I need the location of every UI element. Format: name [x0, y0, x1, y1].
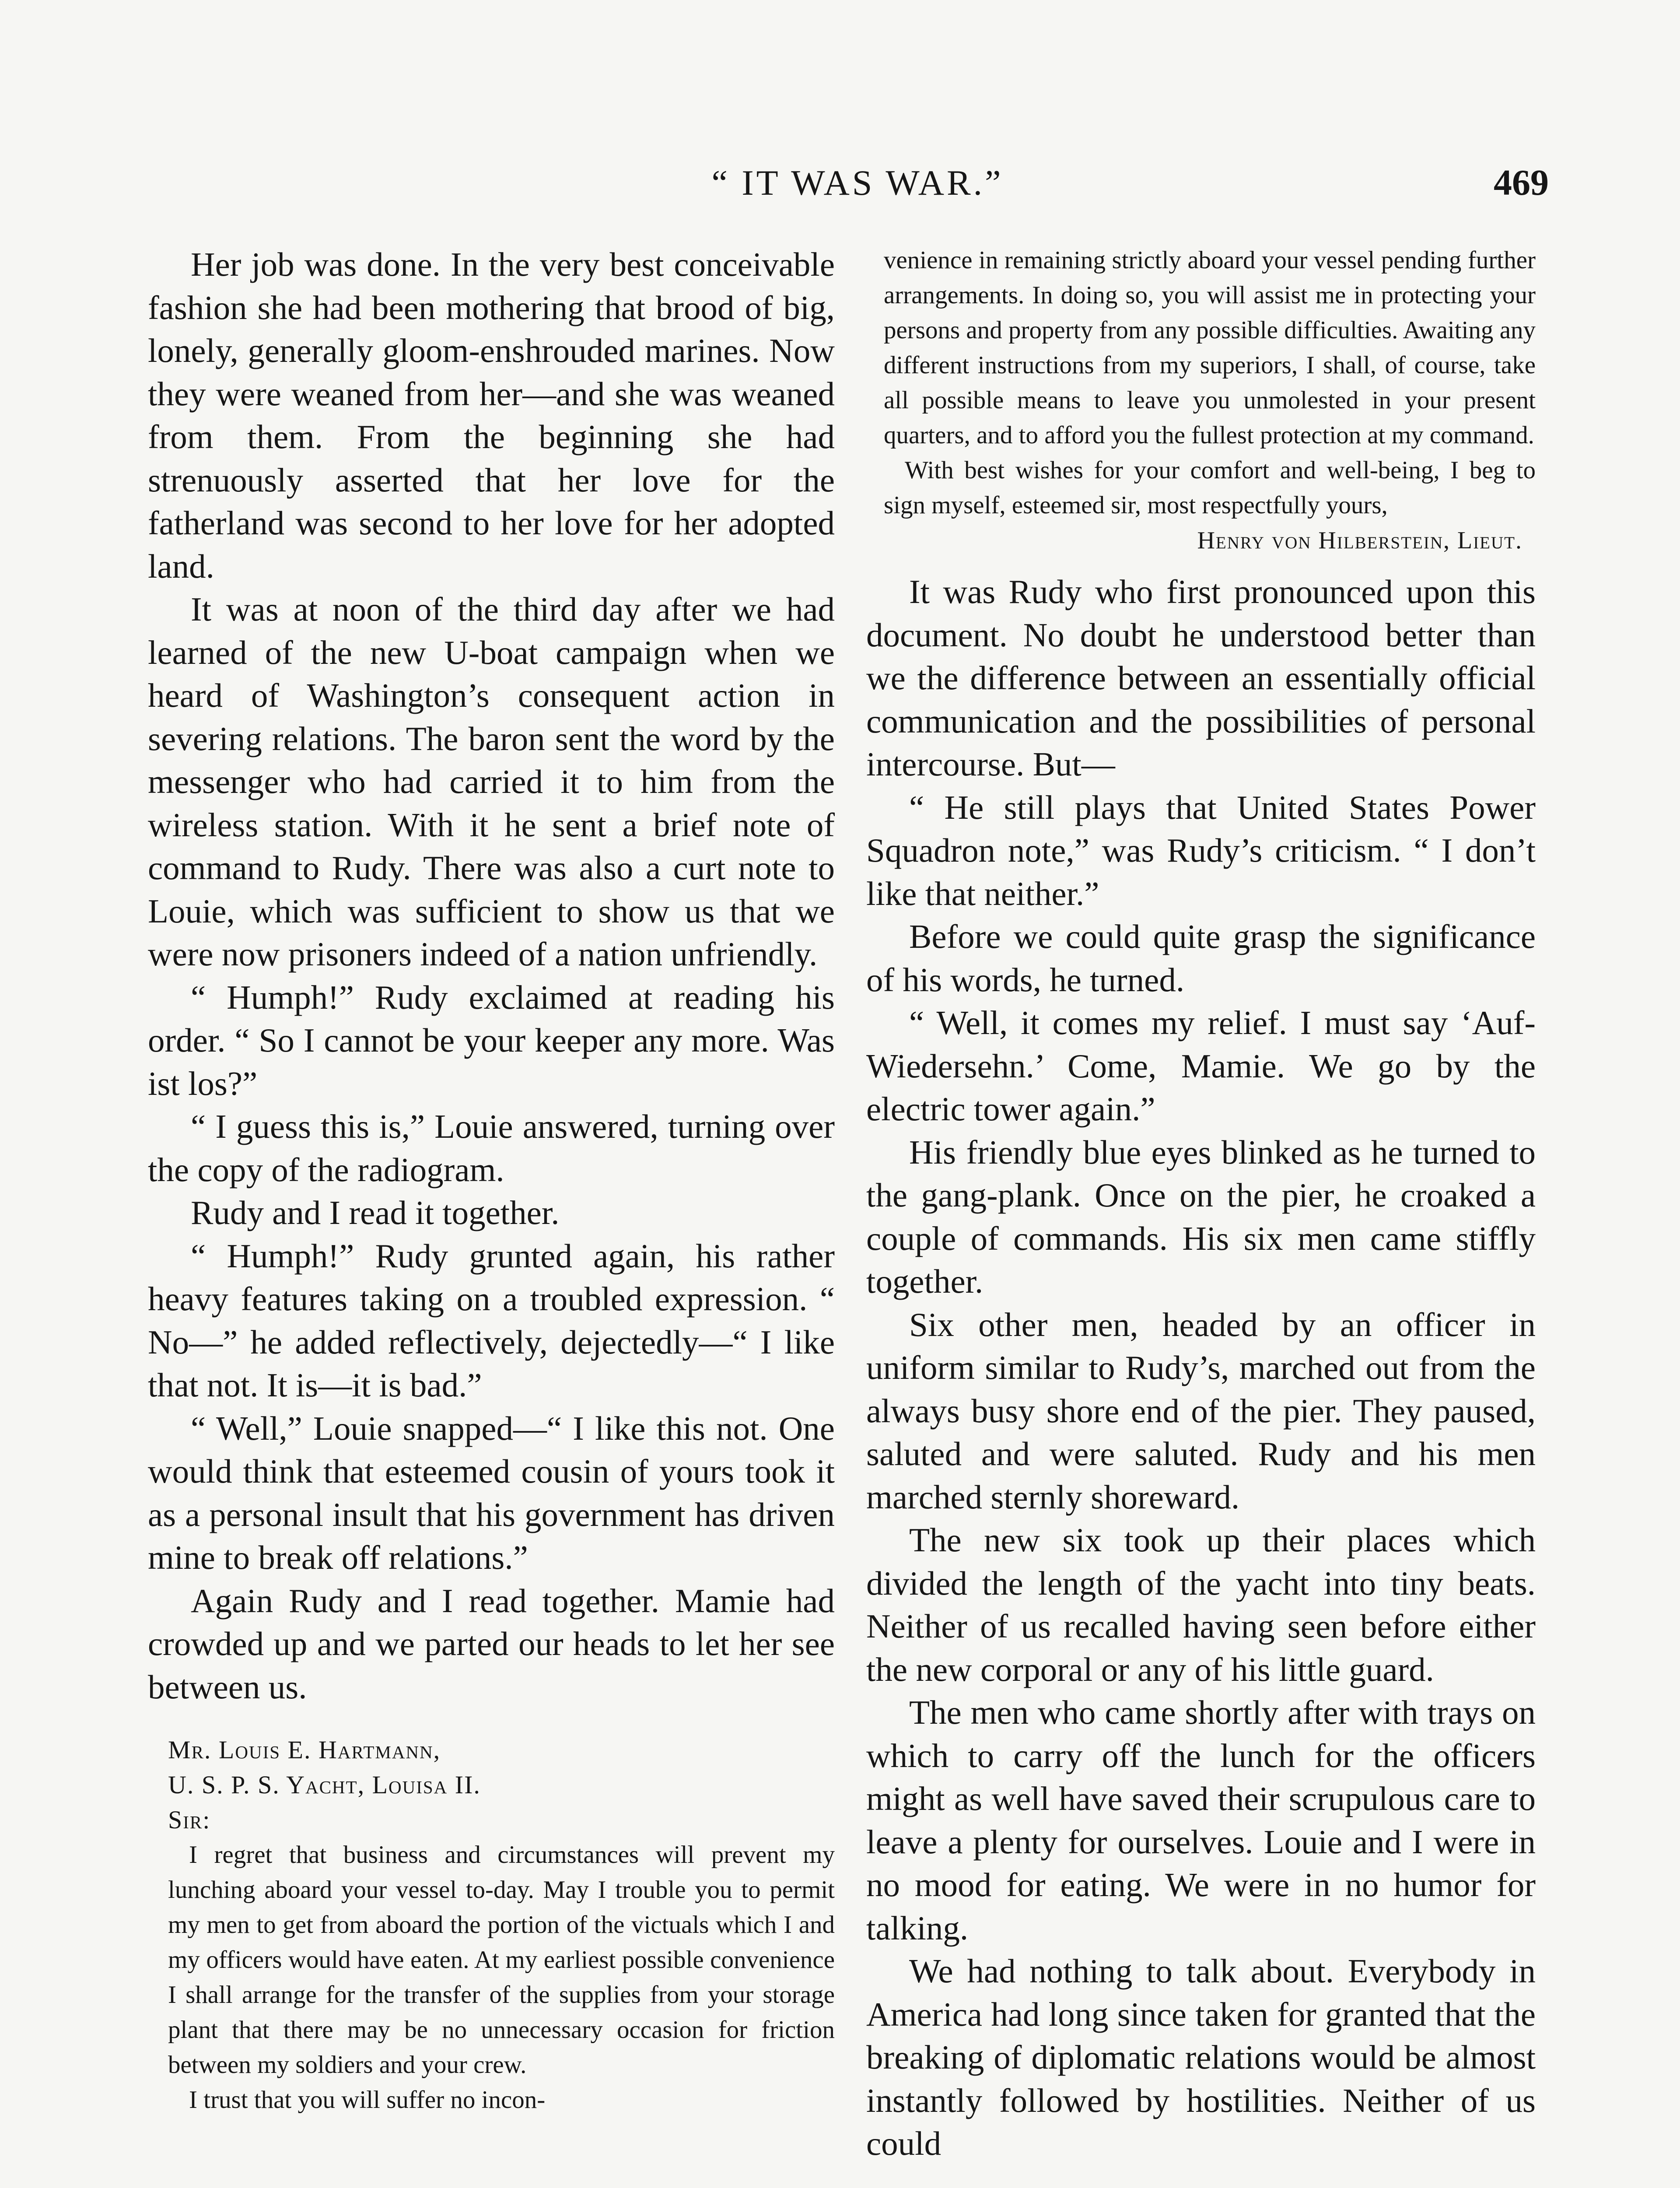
- page-number: 469: [1494, 162, 1549, 203]
- running-title: “ IT WAS WAR.”: [711, 163, 1004, 203]
- body-paragraph: “ Humph!” Rudy exclaimed at reading his order. “ So I cannot be your keeper any more. Was ist los?”: [148, 978, 835, 1102]
- body-paragraph: It was at noon of the third day after we had learned of the new U-boat campaign when we heard of Washington’s consequent action in severing relations. The baron sent the word by the messenger who had carried it to him from the wireless station. With it he sent a brief note of command to Rudy. There was also a curt note to Louie, which was sufficient to show us that we were now prisoners indeed of a nation unfriendly.: [148, 590, 835, 973]
- page-header: [0, 161, 1680, 214]
- letter-salutation: Sir:: [168, 1806, 211, 1834]
- body-paragraph: It was Rudy who first pronounced upon this document. No doubt he understood better than we the difference between an essentially official communication and the possibilities of personal intercourse. But—: [866, 573, 1536, 783]
- letter-continuation: [866, 243, 1536, 558]
- body-paragraph: “ Humph!” Rudy grunted again, his rather heavy features taking on a troubled expression. “ No—” he added reflectively, dejectedly—“ I like that not. It is—it is bad.”: [148, 1237, 835, 1404]
- body-paragraph: Six other men, headed by an officer in uniform similar to Rudy’s, marched out from the always busy shore end of the pier. They paused, saluted and were saluted. Rudy and his men marched sternly shoreward.: [866, 1305, 1536, 1516]
- body-paragraph: “ I guess this is,” Louie answered, turning over the copy of the radiogram.: [148, 1108, 835, 1189]
- letter-address-line: Mr. Louis E. Hartmann,: [168, 1736, 441, 1764]
- body-paragraph: Her job was done. In the very best conceivable fashion she had been mothering that brood of big, lonely, generally gloom-enshrouded marines. Now they were weaned from her—and she was weaned from them. From the beginning she had strenuously asserted that her love for the fatherland was second to her love for her adopted land.: [148, 245, 835, 585]
- letter-paragraph: I regret that business and circumstances will prevent my lunching aboard your vessel to-day. May I trouble you to permit my men to get from aboard the portion of the victuals which I and my officers would have eaten. At my earliest possible convenience I shall arrange for the transfer of the supplies from your storage plant that there may be no unnecessary occasion for friction between my soldiers and your crew.: [168, 1841, 835, 2079]
- left-column: [148, 243, 835, 2118]
- body-paragraph: “ Well,” Louie snapped—“ I like this not. One would think that esteemed cousin of yours took it as a personal insult that his government has driven mine to break off relations.”: [148, 1409, 835, 1576]
- letter: [148, 1732, 835, 2118]
- body-paragraph: The men who came shortly after with trays on which to carry off the lunch for the officers might as well have saved their scrupulous care to leave a plenty for ourselves. Louie and I were in no mood for eating. We were in no humor for talking.: [866, 1694, 1536, 1947]
- body-paragraph: “ Well, it comes my relief. I must say ‘Auf-Wiedersehn.’ Come, Mamie. We go by the electric tower again.”: [866, 1004, 1536, 1128]
- letter-closing: With best wishes for your comfort and well-being, I beg to sign myself, esteemed sir, most respectfully yours,: [884, 456, 1536, 519]
- body-paragraph: His friendly blue eyes blinked as he turned to the gang-plank. Once on the pier, he croaked a couple of commands. His six men came stiffly together.: [866, 1133, 1536, 1300]
- right-column: [866, 243, 1536, 2165]
- letter-paragraph: I trust that you will suffer no incon-: [189, 2086, 546, 2114]
- letter-signature: Henry von Hilberstein, Lieut.: [1197, 527, 1522, 554]
- body-paragraph: Before we could quite grasp the significance of his words, he turned.: [866, 918, 1536, 999]
- body-paragraph: We had nothing to talk about. Everybody in America had long since taken for granted that the breaking of diplomatic relations would be almost instantly followed by hostilities. Neither of us could: [866, 1952, 1536, 2162]
- body-paragraph: “ He still plays that United States Power Squadron note,” was Rudy’s criticism. “ I don’t like that neither.”: [866, 788, 1536, 912]
- letter-paragraph: venience in remaining strictly aboard your vessel pending further arrangements. In doing so, you will assist me in protecting your persons and property from any possible difficulties. Awaiting any different instructions from my superiors, I shall, of course, take all possible means to leave you unmolested in your present quarters, and to afford you the fullest protection at my command.: [884, 246, 1536, 449]
- body-paragraph: Again Rudy and I read together. Mamie had crowded up and we parted our heads to let her see between us.: [148, 1581, 835, 1706]
- letter-address-line: U. S. P. S. Yacht, Louisa II.: [168, 1771, 481, 1799]
- body-paragraph: The new six took up their places which divided the length of the yacht into tiny beats. Neither of us recalled having seen before either the new corporal or any of his little guard.: [866, 1521, 1536, 1688]
- body-paragraph: Rudy and I read it together.: [191, 1194, 560, 1231]
